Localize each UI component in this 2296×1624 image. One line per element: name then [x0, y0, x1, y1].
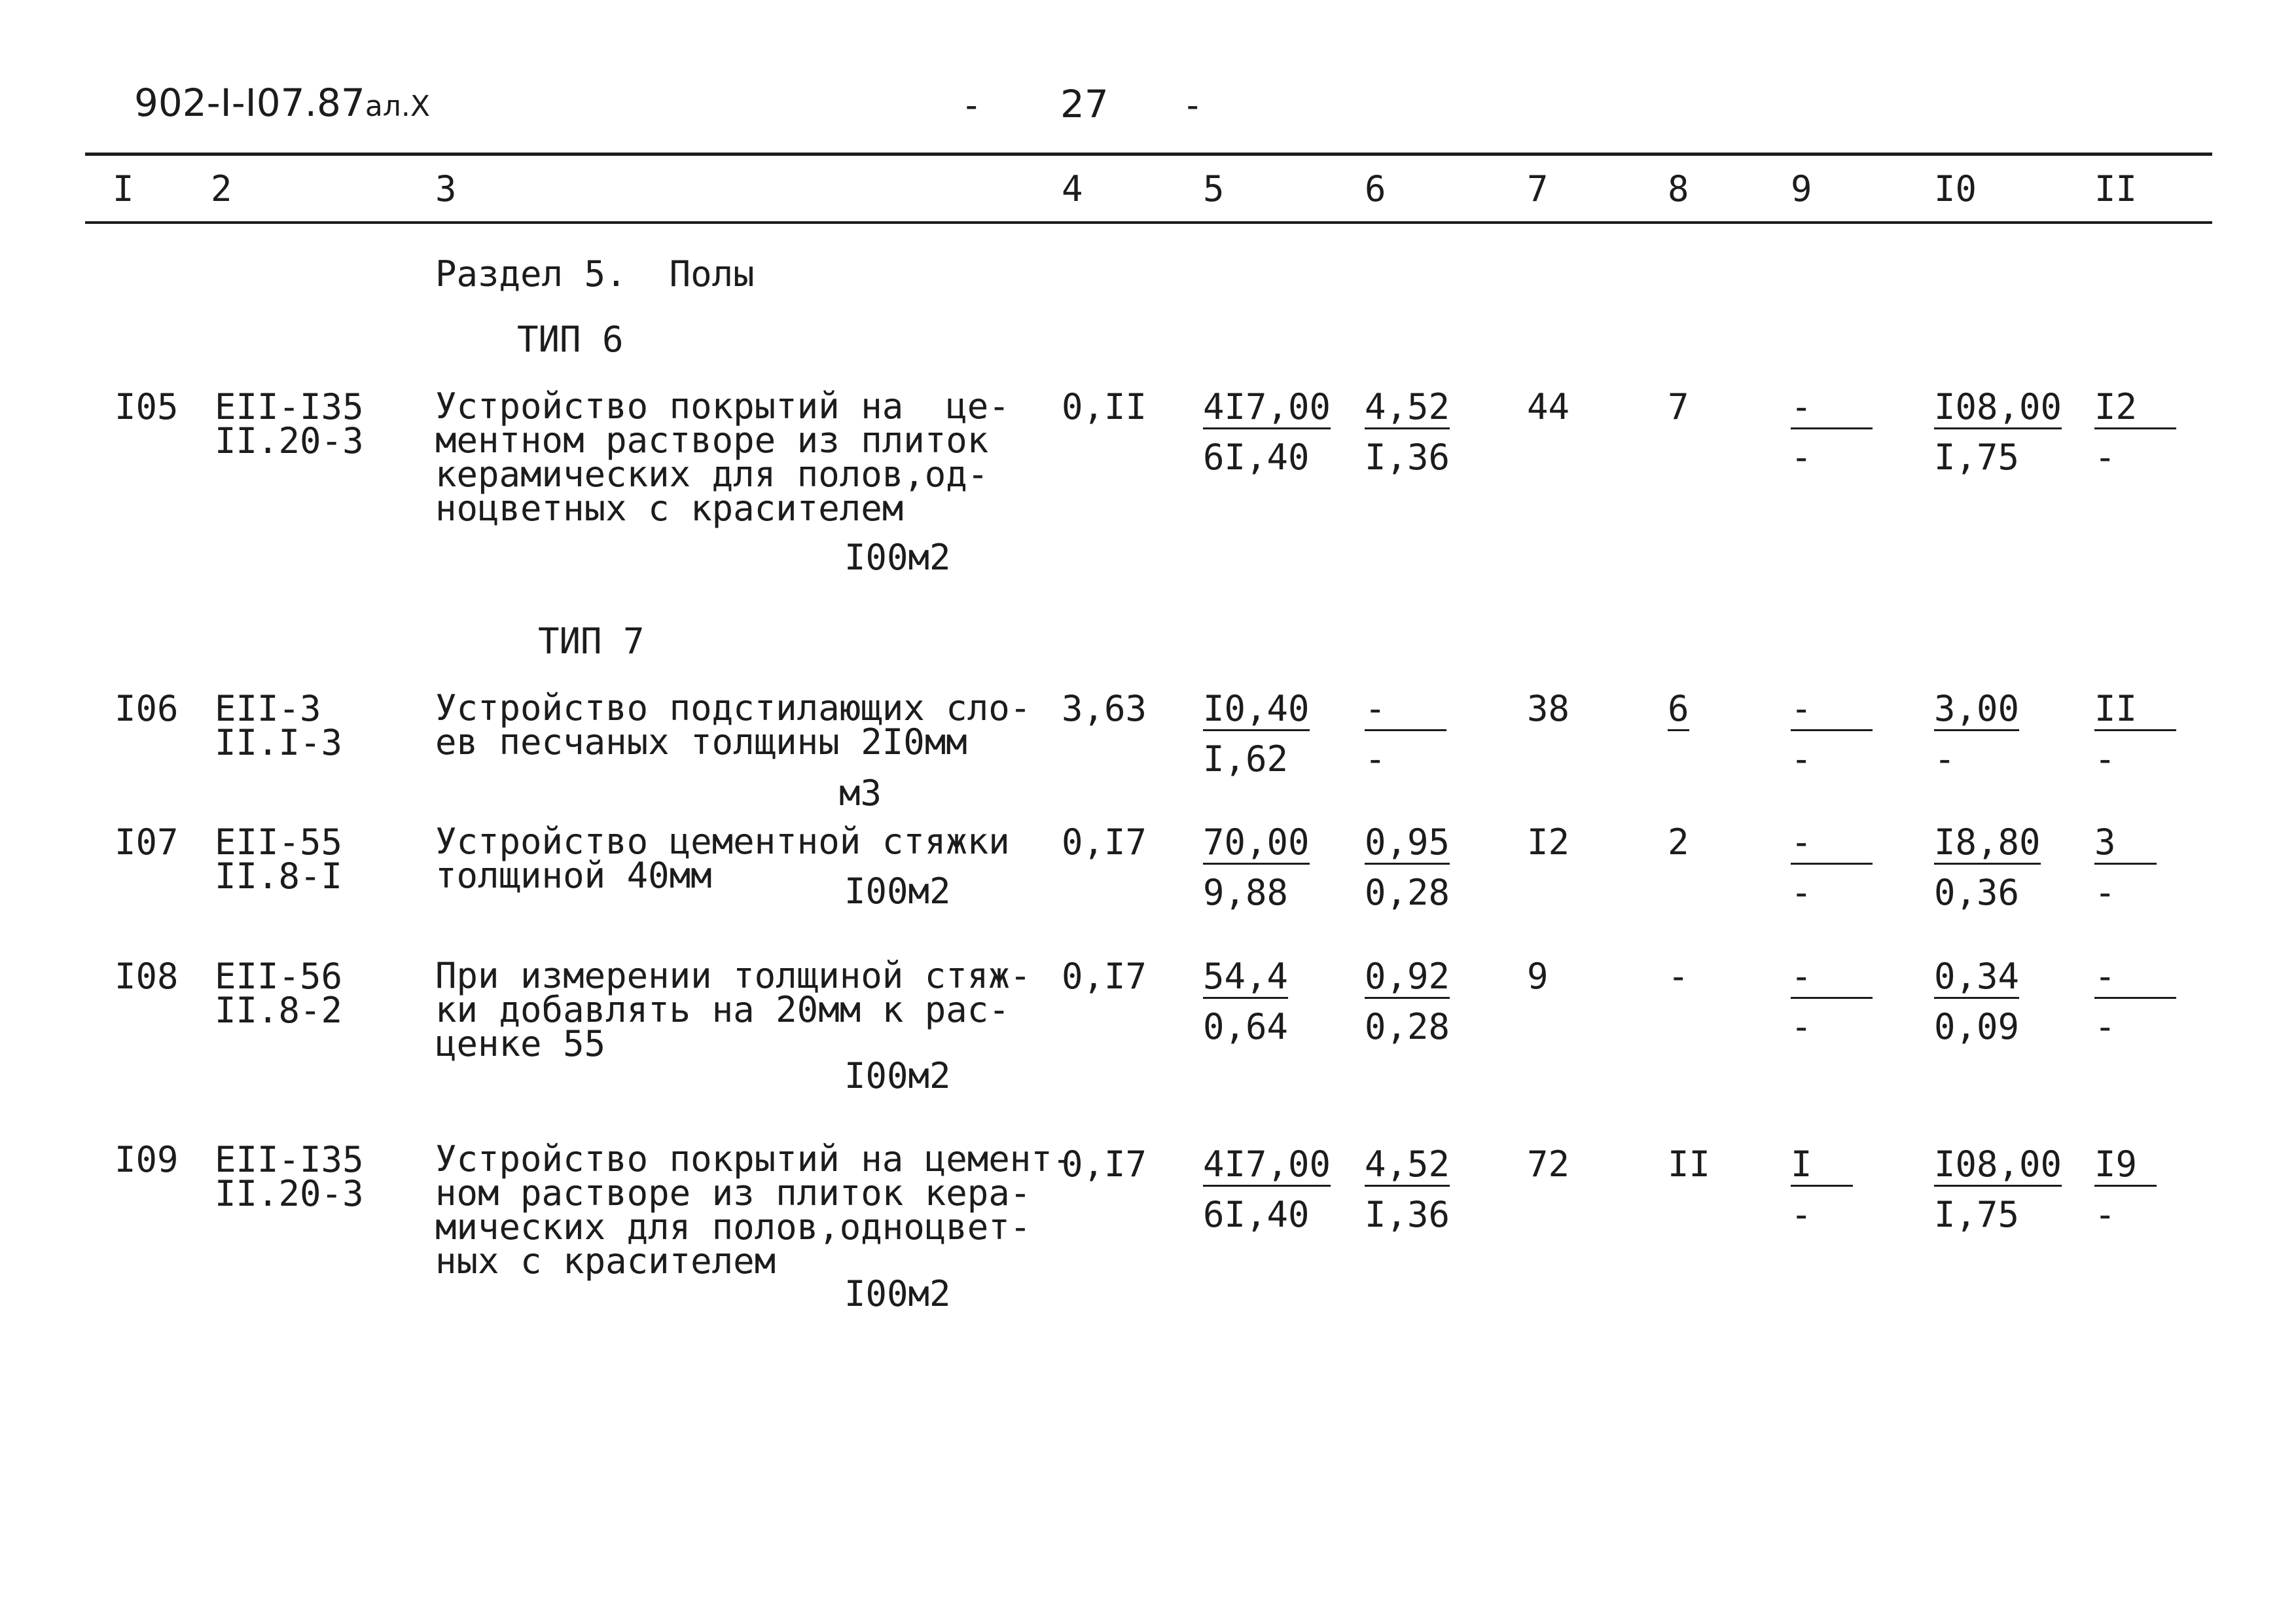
- col-header-9: 9: [1791, 168, 1812, 209]
- col9-bottom: -: [1791, 1194, 1812, 1235]
- col8-value: -: [1668, 956, 1689, 997]
- unit: I00м2: [844, 1273, 951, 1314]
- col9-bottom: -: [1791, 1006, 1812, 1047]
- col9-top: -: [1791, 825, 1873, 865]
- col-header-8: 8: [1668, 168, 1689, 209]
- col10-top: I08,00: [1934, 389, 2062, 429]
- col9-top: -: [1791, 389, 1873, 429]
- col5-bottom: I,62: [1203, 738, 1289, 780]
- col11-bottom: -: [2094, 1194, 2116, 1235]
- col5-bottom: 0,64: [1203, 1006, 1289, 1047]
- work-description: Устройство подстилающих сло- ев песчаных толщины 2I0мм: [435, 687, 1031, 763]
- col7-value: I2: [1527, 821, 1570, 863]
- col10-bottom: I,75: [1934, 1194, 2020, 1235]
- col10-top: 0,34: [1934, 959, 2019, 999]
- work-description: При измерении толщиной стяж- ки добавлять на 20мм к рас- ценке 55: [435, 955, 1031, 1064]
- price-code: II.8-2: [215, 990, 343, 1031]
- col11-bottom: -: [2094, 1006, 2116, 1047]
- unit: I00м2: [844, 1055, 951, 1096]
- col11-bottom: -: [2094, 738, 2116, 780]
- price-code: II.I-3: [215, 722, 343, 763]
- col-header-5: 5: [1203, 168, 1225, 209]
- header-top-rule: [85, 153, 2212, 156]
- section-title: [435, 253, 755, 295]
- col11-top: 3: [2094, 825, 2157, 865]
- col6-top: -: [1365, 691, 1446, 731]
- col8-value: 2: [1668, 821, 1689, 863]
- col9-bottom: -: [1791, 437, 1812, 478]
- unit: I00м2: [844, 537, 951, 578]
- quantity: 0,I7: [1062, 1144, 1147, 1185]
- col11-top: I2: [2094, 389, 2176, 429]
- col8-value: II: [1668, 1144, 1711, 1185]
- norm-code: ЕII-I35: [215, 386, 364, 427]
- row-number: I09: [115, 1139, 179, 1180]
- section-name: Полы: [669, 253, 755, 295]
- doc-code: [134, 81, 431, 125]
- doc-code-text: 902-I-I07.87: [134, 81, 365, 125]
- norm-code: ЕII-3: [215, 688, 321, 729]
- quantity: 0,I7: [1062, 821, 1147, 863]
- col11-bottom: -: [2094, 437, 2116, 478]
- price-code: II.8-I: [215, 856, 343, 897]
- col-header-2: 2: [211, 168, 232, 209]
- col5-top: 4I7,00: [1203, 1147, 1331, 1187]
- unit: м3: [839, 772, 882, 814]
- work-description: Устройство покрытий на це- ментном растворе из плиток керамических для полов,од- ноцветных с красителем: [435, 386, 1010, 529]
- col-header-4: 4: [1062, 168, 1083, 209]
- col6-top: 0,95: [1365, 825, 1450, 865]
- section-title-text: Раздел 5.: [435, 253, 627, 295]
- col7-value: 38: [1527, 688, 1570, 729]
- col9-top: -: [1791, 959, 1873, 999]
- col10-bottom: -: [1934, 738, 1956, 780]
- col-header-6: 6: [1365, 168, 1386, 209]
- col10-top: I8,80: [1934, 825, 2041, 865]
- col-header-3: 3: [435, 168, 457, 209]
- col7-value: 72: [1527, 1144, 1570, 1185]
- col5-bottom: 9,88: [1203, 872, 1289, 913]
- col10-bottom: I,75: [1934, 437, 2020, 478]
- col9-bottom: -: [1791, 738, 1812, 780]
- type7-heading: ТИП 7: [538, 621, 645, 662]
- col5-top: I0,40: [1203, 691, 1310, 731]
- norm-code: ЕII-56: [215, 956, 343, 997]
- col7-value: 9: [1527, 956, 1549, 997]
- page-number: 27: [1060, 82, 1109, 126]
- quantity: 0,I7: [1062, 956, 1147, 997]
- page-dash-right: -: [1182, 84, 1204, 126]
- row-number: I05: [115, 386, 179, 427]
- col5-bottom: 6I,40: [1203, 437, 1310, 478]
- col10-top: I08,00: [1934, 1147, 2062, 1187]
- col6-bottom: 0,28: [1365, 872, 1450, 913]
- col10-top: 3,00: [1934, 691, 2019, 731]
- col6-bottom: I,36: [1365, 1194, 1450, 1235]
- col11-top: I9: [2094, 1147, 2157, 1187]
- unit: I00м2: [844, 871, 951, 912]
- col11-top: II: [2094, 691, 2176, 731]
- col8-value: 6: [1668, 691, 1689, 731]
- col11-bottom: -: [2094, 872, 2116, 913]
- page-dash-left: -: [961, 84, 982, 126]
- quantity: 0,II: [1062, 386, 1147, 427]
- norm-code: ЕII-I35: [215, 1139, 364, 1180]
- col9-bottom: -: [1791, 872, 1812, 913]
- work-description: Устройство цементной стяжки толщиной 40мм: [435, 821, 1010, 896]
- col7-value: 44: [1527, 386, 1570, 427]
- col10-bottom: 0,36: [1934, 872, 2020, 913]
- col5-bottom: 6I,40: [1203, 1194, 1310, 1235]
- col6-top: 0,92: [1365, 959, 1450, 999]
- col6-top: 4,52: [1365, 389, 1450, 429]
- col-header-10: I0: [1934, 168, 1977, 209]
- row-number: I08: [115, 956, 179, 997]
- col11-top: -: [2094, 959, 2176, 999]
- col5-top: 54,4: [1203, 959, 1288, 999]
- price-code: II.20-3: [215, 420, 364, 461]
- col-header-11: II: [2094, 168, 2138, 209]
- doc-code-suffix: ал.X: [365, 90, 431, 123]
- norm-code: ЕII-55: [215, 821, 343, 863]
- quantity: 3,63: [1062, 688, 1147, 729]
- col8-value: 7: [1668, 386, 1689, 427]
- row-number: I06: [115, 688, 179, 729]
- col6-bottom: I,36: [1365, 437, 1450, 478]
- col6-bottom: -: [1365, 738, 1386, 780]
- type6-heading: ТИП 6: [517, 319, 624, 360]
- col9-top: -: [1791, 691, 1873, 731]
- col-header-7: 7: [1527, 168, 1549, 209]
- header-bottom-rule: [85, 221, 2212, 224]
- work-description: Устройство покрытий на цемент- ном растворе из плиток кера- мических для полов,одноцвет- ных с красителем: [435, 1138, 1074, 1282]
- col10-bottom: 0,09: [1934, 1006, 2020, 1047]
- col6-top: 4,52: [1365, 1147, 1450, 1187]
- col6-bottom: 0,28: [1365, 1006, 1450, 1047]
- price-code: II.20-3: [215, 1173, 364, 1214]
- col5-top: 4I7,00: [1203, 389, 1331, 429]
- row-number: I07: [115, 821, 179, 863]
- col5-top: 70,00: [1203, 825, 1310, 865]
- col-header-1: I: [113, 168, 134, 209]
- col9-top: I: [1791, 1147, 1853, 1187]
